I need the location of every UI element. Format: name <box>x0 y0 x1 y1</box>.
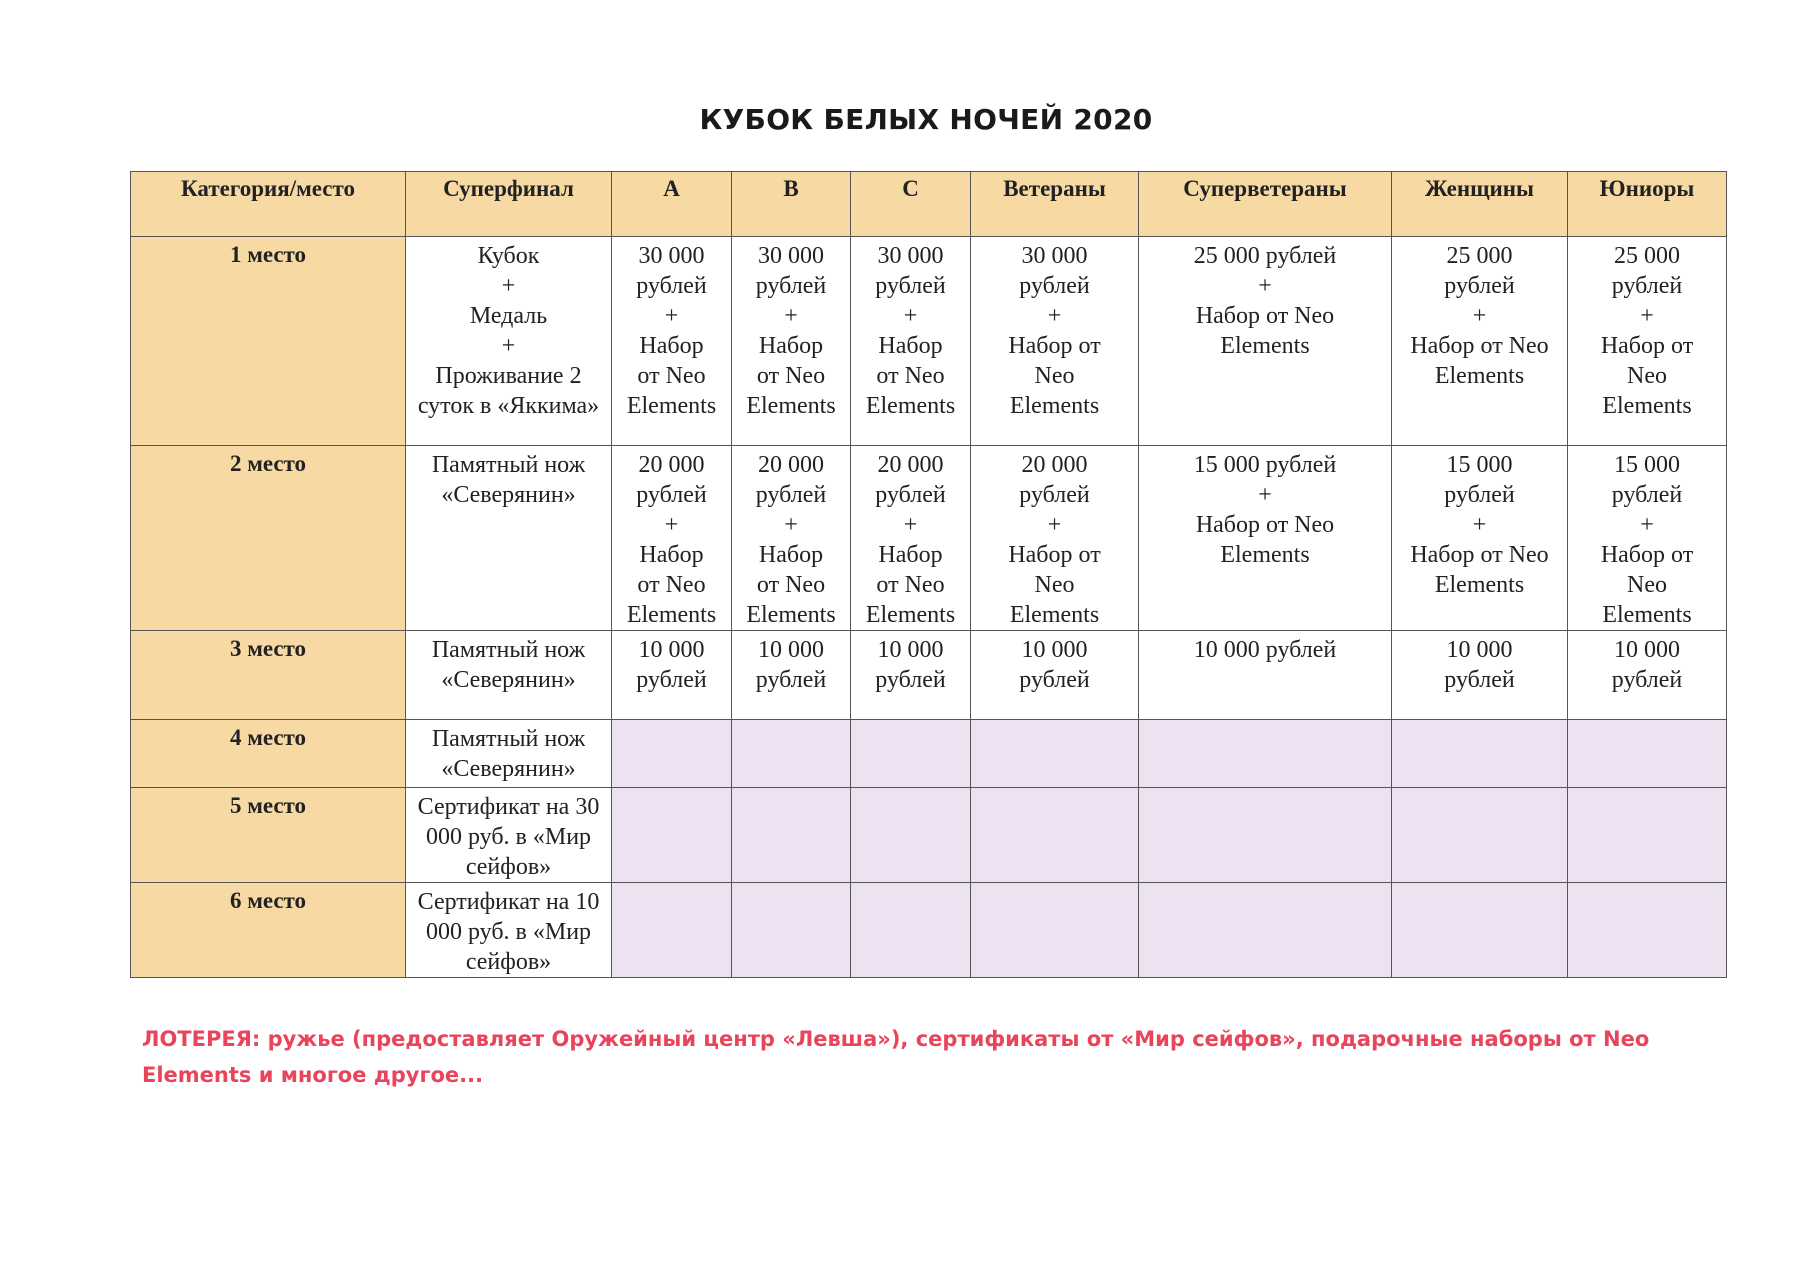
prize-cell <box>971 446 1139 631</box>
prize-text: Сертификат на 30 000 руб. в «Мир сейфов» <box>417 794 600 880</box>
prize-text: 25 000 рублей + Набор от Neo Elements <box>1410 243 1549 389</box>
place-cell: 4 место <box>131 720 406 788</box>
prize-cell <box>732 788 851 883</box>
prize-text: 25 000 рублей + Набор от Neo Elements <box>1193 243 1337 359</box>
header-cell: Ветераны <box>971 172 1139 237</box>
header-cell: Женщины <box>1392 172 1568 237</box>
prize-text: 20 000 рублей + Набор от Neo Elements <box>865 452 956 628</box>
prize-cell <box>1568 631 1727 720</box>
prize-text: 10 000 рублей <box>1019 637 1090 693</box>
table-row <box>131 631 1727 720</box>
prize-text: 20 000 рублей + Набор от Neo Elements <box>1008 452 1101 628</box>
prize-text: 30 000 рублей + Набор от Neo Elements <box>1008 243 1101 419</box>
place-cell: 6 место <box>131 883 406 978</box>
prize-text: 20 000 рублей + Набор от Neo Elements <box>746 452 836 628</box>
table-header-row <box>131 172 1727 237</box>
prize-cell <box>1392 788 1568 883</box>
prize-text: Памятный нож «Северянин» <box>431 726 586 782</box>
prize-text: 20 000 рублей + Набор от Neo Elements <box>626 452 717 628</box>
prize-cell <box>406 631 612 720</box>
prize-cell <box>612 883 732 978</box>
prize-cell <box>732 237 851 446</box>
prize-text: Сертификат на 10 000 руб. в «Мир сейфов» <box>417 889 600 975</box>
prize-cell <box>1568 788 1727 883</box>
prize-cell <box>1139 720 1392 788</box>
prize-cell <box>851 237 971 446</box>
lottery-note: ЛОТЕРЕЯ: ружье (предоставляет Оружейный центр «Левша»), сертификаты от «Мир сейфов», подарочные наборы от Neo Elements и многое другое... <box>142 1027 1650 1087</box>
prize-cell <box>1139 446 1392 631</box>
prize-cell <box>851 788 971 883</box>
prize-cell <box>612 631 732 720</box>
prize-cell <box>732 446 851 631</box>
prize-cell <box>851 720 971 788</box>
prize-cell <box>1139 237 1392 446</box>
prize-cell <box>971 631 1139 720</box>
prize-cell <box>971 720 1139 788</box>
prize-cell <box>732 720 851 788</box>
table-row <box>131 720 1727 788</box>
table-row <box>131 883 1727 978</box>
prize-cell <box>406 883 612 978</box>
prize-text: 15 000 рублей + Набор от Neo Elements <box>1193 452 1337 568</box>
table-row <box>131 446 1727 631</box>
prize-cell <box>732 883 851 978</box>
prize-cell <box>1568 237 1727 446</box>
prize-cell <box>1568 720 1727 788</box>
prize-text: 10 000 рублей <box>1444 637 1515 693</box>
prize-cell <box>1392 631 1568 720</box>
prize-cell <box>1139 631 1392 720</box>
prize-text: Памятный нож «Северянин» <box>431 637 586 693</box>
prize-cell <box>1139 788 1392 883</box>
prize-cell <box>732 631 851 720</box>
header-cell: Суперветераны <box>1139 172 1392 237</box>
header-cell: Категория/место <box>131 172 406 237</box>
prize-cell <box>612 237 732 446</box>
table-body <box>131 237 1727 978</box>
prize-cell <box>1392 883 1568 978</box>
prize-cell <box>612 720 732 788</box>
prize-text: 30 000 рублей + Набор от Neo Elements <box>626 243 717 419</box>
header-cell: C <box>851 172 971 237</box>
place-cell: 5 место <box>131 788 406 883</box>
prize-cell <box>1392 237 1568 446</box>
prize-text: 10 000 рублей <box>875 637 946 693</box>
prize-text: 10 000 рублей <box>636 637 707 693</box>
prize-text: 15 000 рублей + Набор от Neo Elements <box>1410 452 1549 598</box>
prize-cell <box>612 788 732 883</box>
prize-cell <box>1568 446 1727 631</box>
prize-cell <box>1568 883 1727 978</box>
table-row <box>131 237 1727 446</box>
prize-cell <box>851 446 971 631</box>
header-cell: Суперфинал <box>406 172 612 237</box>
prize-cell <box>971 237 1139 446</box>
prize-cell <box>406 720 612 788</box>
header-cell: Юниоры <box>1568 172 1727 237</box>
prize-text: 10 000 рублей <box>755 637 827 693</box>
prize-cell <box>1139 883 1392 978</box>
prize-cell <box>612 446 732 631</box>
prize-table <box>130 171 1727 978</box>
prize-text: 15 000 рублей + Набор от Neo Elements <box>1600 452 1694 628</box>
prize-cell <box>971 883 1139 978</box>
prize-text: 25 000 рублей + Набор от Neo Elements <box>1600 243 1694 419</box>
document-title: КУБОК БЕЛЫХ НОЧЕЙ 2020 <box>699 103 1153 136</box>
prize-text: Памятный нож «Северянин» <box>431 452 586 508</box>
table-row <box>131 788 1727 883</box>
prize-text: 30 000 рублей + Набор от Neo Elements <box>746 243 836 419</box>
prize-text: Кубок + Медаль + Проживание 2 суток в «Яккима» <box>417 243 600 419</box>
prize-cell <box>851 883 971 978</box>
place-cell: 1 место <box>131 237 406 446</box>
prize-cell <box>851 631 971 720</box>
place-cell: 3 место <box>131 631 406 720</box>
header-cell: B <box>732 172 851 237</box>
prize-cell <box>406 788 612 883</box>
place-cell: 2 место <box>131 446 406 631</box>
prize-cell <box>1392 720 1568 788</box>
prize-cell <box>406 446 612 631</box>
prize-text: 10 000 рублей <box>1193 637 1337 663</box>
prize-text: 10 000 рублей <box>1611 637 1683 693</box>
prize-cell <box>406 237 612 446</box>
prize-cell <box>1392 446 1568 631</box>
prize-cell <box>971 788 1139 883</box>
prize-text: 30 000 рублей + Набор от Neo Elements <box>865 243 956 419</box>
header-cell: A <box>612 172 732 237</box>
